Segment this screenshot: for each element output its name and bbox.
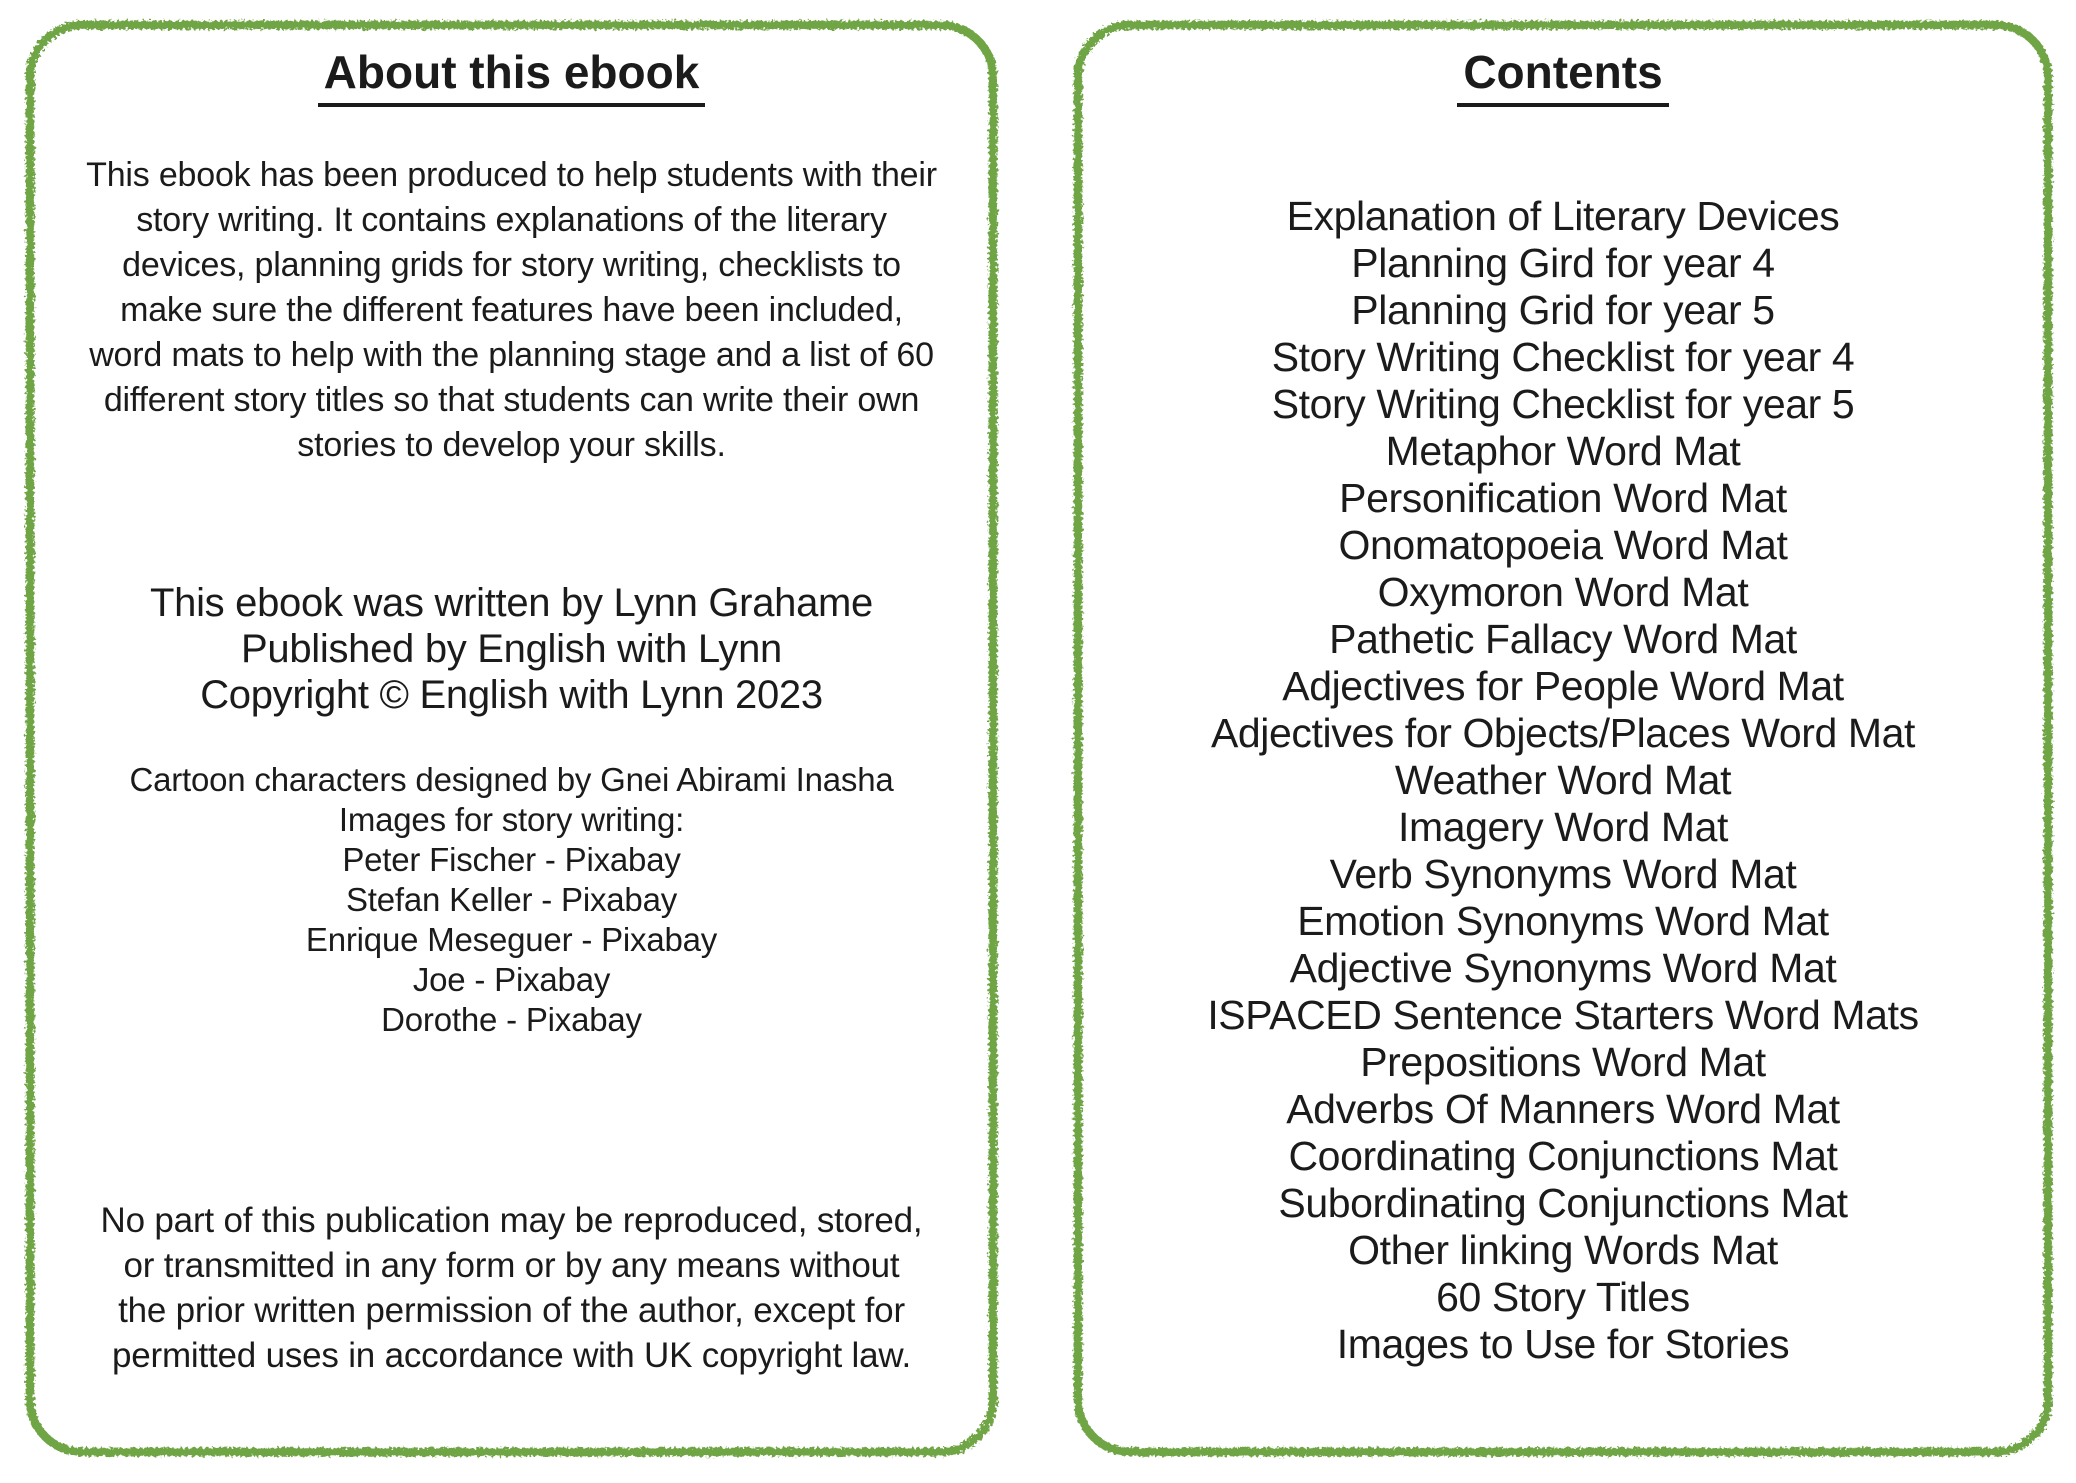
- about-page: [20, 15, 1003, 1462]
- toc-item: Verb Synonyms Word Mat: [1329, 851, 1797, 897]
- contents-page-content: [1068, 15, 2058, 1462]
- copyright-line: Copyright © English with Lynn 2023: [200, 673, 823, 717]
- toc-item: Weather Word Mat: [1394, 757, 1732, 803]
- toc-item: ISPACED Sentence Starters Word Mats: [1207, 992, 1919, 1038]
- intro-paragraph: [40, 153, 983, 468]
- image-credits: [40, 760, 983, 1040]
- toc-item: Adjective Synonyms Word Mat: [1289, 945, 1837, 991]
- intro-line: devices, planning grids for story writing, checklists to: [122, 246, 901, 284]
- about-page-content: [20, 15, 1003, 1462]
- toc-item: Adjectives for People Word Mat: [1282, 663, 1844, 709]
- contents-page-title-text: Contents: [1457, 45, 1668, 107]
- table-of-contents: [1088, 193, 2038, 1368]
- copyright-notice-line: permitted uses in accordance with UK copyright law.: [111, 1336, 912, 1375]
- toc-item: Adjectives for Objects/Places Word Mat: [1210, 710, 1916, 756]
- copyright-notice-line: No part of this publication may be reproduced, stored,: [100, 1201, 923, 1240]
- toc-item: Personification Word Mat: [1339, 475, 1787, 521]
- toc-item: Onomatopoeia Word Mat: [1338, 522, 1788, 568]
- toc-item: Other linking Words Mat: [1348, 1227, 1778, 1273]
- toc-item: Images to Use for Stories: [1336, 1321, 1790, 1367]
- credits-line: Peter Fischer - Pixabay: [342, 841, 681, 878]
- publisher-line: Published by English with Lynn: [241, 627, 782, 671]
- about-page-title-text: About this ebook: [318, 45, 706, 107]
- toc-item: 60 Story Titles: [1436, 1274, 1690, 1320]
- toc-item: Story Writing Checklist for year 4: [1271, 334, 1855, 380]
- contents-page-title: [1088, 45, 2038, 107]
- toc-item: Planning Gird for year 4: [1351, 240, 1775, 286]
- intro-line: make sure the different features have been included,: [120, 291, 903, 329]
- toc-item: Explanation of Literary Devices: [1286, 193, 1840, 239]
- toc-item: Adverbs Of Manners Word Mat: [1286, 1086, 1840, 1132]
- contents-page: [1068, 15, 2058, 1462]
- credits-line: Cartoon characters designed by Gnei Abirami Inasha: [129, 761, 894, 798]
- credits-line: Images for story writing:: [338, 801, 685, 838]
- toc-item: Metaphor Word Mat: [1385, 428, 1741, 474]
- toc-item: Planning Grid for year 5: [1351, 287, 1775, 333]
- intro-line: stories to develop your skills.: [297, 426, 726, 464]
- toc-item: Prepositions Word Mat: [1360, 1039, 1766, 1085]
- toc-item: Coordinating Conjunctions Mat: [1288, 1133, 1838, 1179]
- toc-item: Oxymoron Word Mat: [1377, 569, 1749, 615]
- copyright-notice: [40, 1198, 983, 1378]
- credits-line: Dorothe - Pixabay: [381, 1001, 642, 1038]
- copyright-notice-line: or transmitted in any form or by any means without: [123, 1246, 900, 1285]
- credits-line: Stefan Keller - Pixabay: [345, 881, 678, 918]
- intro-line: This ebook has been produced to help students with their: [86, 156, 937, 194]
- intro-line: story writing. It contains explanations of the literary: [136, 201, 887, 239]
- about-page-title: [40, 45, 983, 107]
- toc-item: Story Writing Checklist for year 5: [1271, 381, 1855, 427]
- author-line: This ebook was written by Lynn Grahame: [149, 581, 873, 625]
- publication-info: [40, 580, 983, 718]
- copyright-notice-line: the prior written permission of the author, except for: [118, 1291, 905, 1330]
- credits-line: Enrique Meseguer - Pixabay: [305, 921, 718, 958]
- toc-item: Pathetic Fallacy Word Mat: [1329, 616, 1797, 662]
- intro-line: different story titles so that students can write their own: [103, 381, 920, 419]
- credits-line: Joe - Pixabay: [412, 961, 611, 998]
- intro-line: word mats to help with the planning stage and a list of 60: [89, 336, 934, 374]
- toc-item: Emotion Synonyms Word Mat: [1297, 898, 1829, 944]
- toc-item: Imagery Word Mat: [1397, 804, 1729, 850]
- toc-item: Subordinating Conjunctions Mat: [1278, 1180, 1848, 1226]
